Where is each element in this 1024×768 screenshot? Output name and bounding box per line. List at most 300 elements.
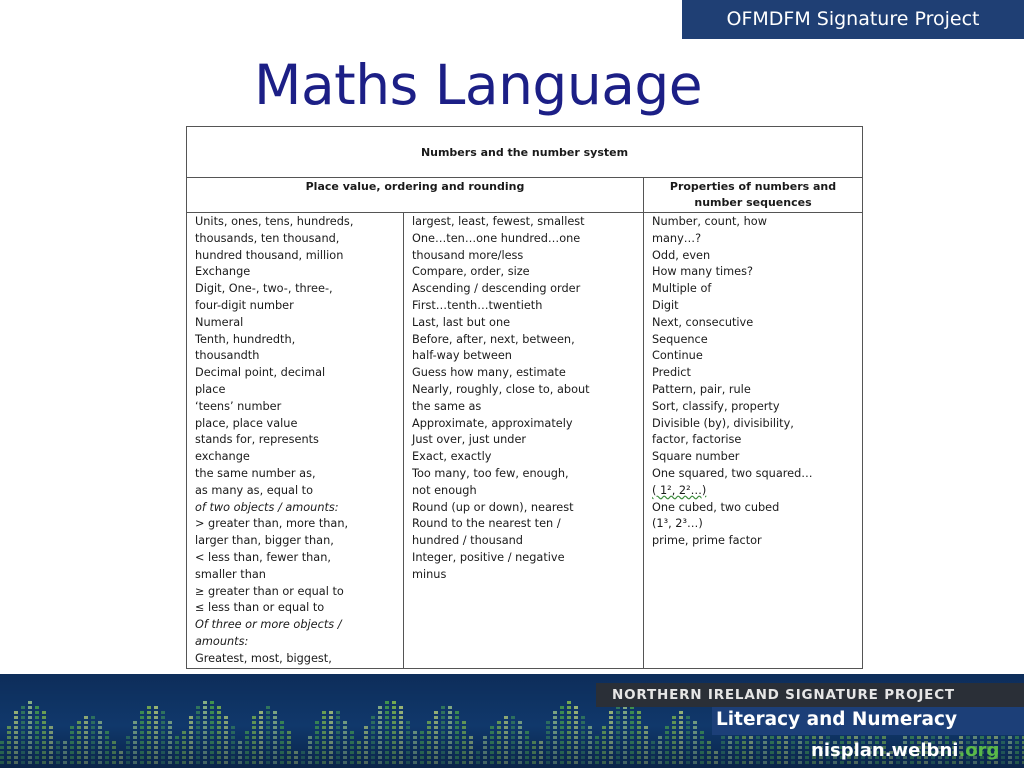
equalizer-segment xyxy=(700,741,704,744)
equalizer-segment xyxy=(532,756,536,759)
equalizer-segment xyxy=(91,751,95,754)
equalizer-segment xyxy=(532,746,536,749)
equalizer-segment xyxy=(231,751,235,754)
equalizer-segment xyxy=(378,736,382,739)
equalizer-segment xyxy=(392,726,396,729)
equalizer-segment xyxy=(175,761,179,764)
footer-banner xyxy=(0,674,1024,768)
equalizer-segment xyxy=(455,736,459,739)
equalizer-segment xyxy=(140,761,144,764)
equalizer-segment xyxy=(21,761,25,764)
equalizer-segment xyxy=(798,761,802,764)
equalizer-segment xyxy=(7,741,11,744)
equalizer-segment xyxy=(196,726,200,729)
equalizer-segment xyxy=(224,721,228,724)
equalizer-segment xyxy=(28,726,32,729)
equalizer-segment xyxy=(35,716,39,719)
equalizer-segment xyxy=(469,746,473,749)
equalizer-segment xyxy=(203,701,207,704)
equalizer-segment xyxy=(196,731,200,734)
equalizer-segment xyxy=(14,756,18,759)
equalizer-segment xyxy=(434,716,438,719)
equalizer-segment xyxy=(42,711,46,714)
equalizer-segment xyxy=(742,761,746,764)
equalizer-segment xyxy=(588,761,592,764)
equalizer-segment xyxy=(84,736,88,739)
equalizer-segment xyxy=(35,731,39,734)
equalizer-segment xyxy=(287,751,291,754)
equalizer-segment xyxy=(98,751,102,754)
equalizer-segment xyxy=(210,736,214,739)
equalizer-segment xyxy=(70,731,74,734)
ordering-term-item: Compare, order, size xyxy=(412,265,530,279)
equalizer-segment xyxy=(210,721,214,724)
equalizer-segment xyxy=(35,736,39,739)
equalizer-segment xyxy=(406,756,410,759)
equalizer-segment xyxy=(21,746,25,749)
equalizer-segment xyxy=(616,716,620,719)
equalizer-segment xyxy=(287,761,291,764)
equalizer-segment xyxy=(392,761,396,764)
equalizer-segment xyxy=(448,736,452,739)
equalizer-segment xyxy=(434,746,438,749)
equalizer-segment xyxy=(49,761,53,764)
equalizer-segment xyxy=(378,741,382,744)
equalizer-segment xyxy=(455,726,459,729)
place-value-term-item: four-digit number xyxy=(195,298,294,312)
equalizer-segment xyxy=(189,716,193,719)
equalizer-segment xyxy=(490,751,494,754)
equalizer-segment xyxy=(161,721,165,724)
equalizer-segment xyxy=(616,711,620,714)
place-value-term-item: Tenth, hundredth, xyxy=(195,332,296,346)
equalizer-segment xyxy=(287,731,291,734)
equalizer-segment xyxy=(770,746,774,749)
equalizer-segment xyxy=(623,741,627,744)
equalizer-segment xyxy=(322,711,326,714)
equalizer-segment xyxy=(560,761,564,764)
equalizer-segment xyxy=(672,746,676,749)
equalizer-segment xyxy=(616,751,620,754)
equalizer-segment xyxy=(798,741,802,744)
equalizer-segment xyxy=(385,716,389,719)
equalizer-segment xyxy=(126,746,130,749)
equalizer-segment xyxy=(308,736,312,739)
equalizer-segment xyxy=(679,716,683,719)
equalizer-segment xyxy=(63,761,67,764)
place-value-term-item: ‘teens’ number xyxy=(195,399,282,413)
equalizer-segment xyxy=(413,746,417,749)
equalizer-segment xyxy=(14,761,18,764)
equalizer-segment xyxy=(168,731,172,734)
equalizer-segment xyxy=(378,761,382,764)
equalizer-segment xyxy=(196,761,200,764)
equalizer-segment xyxy=(553,721,557,724)
equalizer-segment xyxy=(238,751,242,754)
equalizer-segment xyxy=(14,721,18,724)
equalizer-segment xyxy=(721,756,725,759)
equalizer-segment xyxy=(126,761,130,764)
equalizer-segment xyxy=(777,741,781,744)
equalizer-segment xyxy=(371,726,375,729)
equalizer-segment xyxy=(784,736,788,739)
property-term-item: prime, prime factor xyxy=(652,534,762,548)
equalizer-segment xyxy=(735,751,739,754)
equalizer-segment xyxy=(525,756,529,759)
equalizer-segment xyxy=(616,761,620,764)
equalizer-segment xyxy=(161,736,165,739)
equalizer-segment xyxy=(1008,746,1012,749)
equalizer-segment xyxy=(154,756,158,759)
banner-website[interactable] xyxy=(811,739,999,763)
equalizer-segment xyxy=(329,751,333,754)
equalizer-segment xyxy=(686,716,690,719)
equalizer-segment xyxy=(315,731,319,734)
place-value-term-item: thousands, ten thousand, xyxy=(195,231,340,245)
equalizer-segment xyxy=(224,756,228,759)
equalizer-segment xyxy=(98,731,102,734)
table-heading: Numbers and the number system xyxy=(187,127,863,178)
equalizer-segment xyxy=(721,751,725,754)
equalizer-segment xyxy=(168,746,172,749)
equalizer-segment xyxy=(511,761,515,764)
equalizer-segment xyxy=(322,716,326,719)
equalizer-segment xyxy=(448,746,452,749)
equalizer-segment xyxy=(1015,736,1019,739)
equalizer-segment xyxy=(259,736,263,739)
ordering-term-item: Approximate, approximately xyxy=(412,416,573,430)
equalizer-segment xyxy=(371,731,375,734)
equalizer-segment xyxy=(70,726,74,729)
equalizer-segment xyxy=(196,711,200,714)
equalizer-segment xyxy=(42,721,46,724)
equalizer-segment xyxy=(224,736,228,739)
equalizer-segment xyxy=(588,756,592,759)
property-term-item: Odd, even xyxy=(652,248,711,262)
equalizer-segment xyxy=(252,756,256,759)
property-term-item: Divisible (by), divisibility, xyxy=(652,416,794,430)
equalizer-segment xyxy=(210,746,214,749)
equalizer-segment xyxy=(336,761,340,764)
equalizer-segment xyxy=(161,711,165,714)
equalizer-segment xyxy=(441,711,445,714)
equalizer-segment xyxy=(658,751,662,754)
equalizer-segment xyxy=(497,726,501,729)
equalizer-segment xyxy=(637,751,641,754)
equalizer-segment xyxy=(728,746,732,749)
equalizer-segment xyxy=(672,726,676,729)
equalizer-segment xyxy=(203,756,207,759)
equalizer-segment xyxy=(406,731,410,734)
equalizer-segment xyxy=(77,731,81,734)
equalizer-segment xyxy=(385,756,389,759)
equalizer-segment xyxy=(616,726,620,729)
equalizer-segment xyxy=(672,731,676,734)
equalizer-segment xyxy=(203,716,207,719)
equalizer-segment xyxy=(77,726,81,729)
equalizer-segment xyxy=(217,726,221,729)
equalizer-segment xyxy=(280,731,284,734)
equalizer-segment xyxy=(532,751,536,754)
equalizer-segment xyxy=(273,761,277,764)
equalizer-segment xyxy=(49,726,53,729)
equalizer-segment xyxy=(791,741,795,744)
equalizer-segment xyxy=(28,711,32,714)
equalizer-segment xyxy=(686,751,690,754)
equalizer-segment xyxy=(154,731,158,734)
equalizer-segment xyxy=(112,751,116,754)
equalizer-segment xyxy=(161,756,165,759)
equalizer-segment xyxy=(399,711,403,714)
equalizer-segment xyxy=(623,721,627,724)
property-term-item: One cubed, two cubed xyxy=(652,500,780,514)
place-value-term-item: Digit, One-, two-, three-, xyxy=(195,282,333,296)
column-place-value-2 xyxy=(404,213,644,669)
equalizer-segment xyxy=(21,716,25,719)
equalizer-segment xyxy=(455,731,459,734)
equalizer-segment xyxy=(231,746,235,749)
equalizer-segment xyxy=(707,741,711,744)
equalizer-segment xyxy=(546,721,550,724)
equalizer-segment xyxy=(133,751,137,754)
equalizer-segment xyxy=(210,701,214,704)
equalizer-segment xyxy=(70,761,74,764)
equalizer-segment xyxy=(336,721,340,724)
equalizer-segment xyxy=(553,751,557,754)
equalizer-segment xyxy=(483,756,487,759)
equalizer-segment xyxy=(7,746,11,749)
equalizer-segment xyxy=(546,731,550,734)
equalizer-segment xyxy=(35,726,39,729)
equalizer-segment xyxy=(378,756,382,759)
equalizer-segment xyxy=(42,716,46,719)
place-value-term-item: > greater than, more than, xyxy=(195,517,349,531)
equalizer-segment xyxy=(343,746,347,749)
equalizer-segment xyxy=(630,721,634,724)
equalizer-segment xyxy=(245,746,249,749)
equalizer-segment xyxy=(749,741,753,744)
equalizer-segment xyxy=(77,756,81,759)
equalizer-segment xyxy=(441,746,445,749)
place-value-term-item: amounts: xyxy=(195,634,249,648)
equalizer-segment xyxy=(637,711,641,714)
equalizer-segment xyxy=(84,716,88,719)
equalizer-segment xyxy=(413,731,417,734)
equalizer-segment xyxy=(203,761,207,764)
equalizer-segment xyxy=(357,746,361,749)
column-properties xyxy=(644,213,863,669)
equalizer-segment xyxy=(56,741,60,744)
equalizer-segment xyxy=(259,726,263,729)
equalizer-segment xyxy=(189,726,193,729)
equalizer-segment xyxy=(1008,751,1012,754)
equalizer-segment xyxy=(210,726,214,729)
property-term-item: factor, factorise xyxy=(652,433,742,447)
equalizer-segment xyxy=(21,726,25,729)
equalizer-segment xyxy=(728,761,732,764)
equalizer-segment xyxy=(511,741,515,744)
equalizer-segment xyxy=(525,761,529,764)
equalizer-segment xyxy=(420,741,424,744)
equalizer-segment xyxy=(483,736,487,739)
equalizer-segment xyxy=(49,756,53,759)
equalizer-segment xyxy=(427,761,431,764)
equalizer-segment xyxy=(294,751,298,754)
equalizer-segment xyxy=(721,761,725,764)
equalizer-segment xyxy=(637,746,641,749)
equalizer-segment xyxy=(504,751,508,754)
equalizer-segment xyxy=(294,761,298,764)
equalizer-segment xyxy=(35,751,39,754)
equalizer-segment xyxy=(0,746,4,749)
equalizer-segment xyxy=(427,721,431,724)
equalizer-segment xyxy=(189,736,193,739)
equalizer-segment xyxy=(658,756,662,759)
equalizer-segment xyxy=(21,721,25,724)
equalizer-segment xyxy=(735,746,739,749)
equalizer-segment xyxy=(525,741,529,744)
equalizer-segment xyxy=(483,761,487,764)
equalizer-segment xyxy=(651,761,655,764)
place-value-term-item: place, place value xyxy=(195,416,298,430)
equalizer-segment xyxy=(91,761,95,764)
equalizer-segment xyxy=(210,731,214,734)
equalizer-segment xyxy=(21,736,25,739)
equalizer-segment xyxy=(280,721,284,724)
equalizer-segment xyxy=(329,726,333,729)
equalizer-segment xyxy=(609,761,613,764)
equalizer-segment xyxy=(539,751,543,754)
equalizer-segment xyxy=(77,741,81,744)
equalizer-segment xyxy=(350,731,354,734)
equalizer-segment xyxy=(728,751,732,754)
equalizer-segment xyxy=(644,751,648,754)
equalizer-segment xyxy=(448,761,452,764)
equalizer-segment xyxy=(539,746,543,749)
equalizer-segment xyxy=(630,751,634,754)
equalizer-segment xyxy=(623,751,627,754)
equalizer-segment xyxy=(1015,751,1019,754)
equalizer-segment xyxy=(280,736,284,739)
equalizer-segment xyxy=(56,761,60,764)
place-value-term-item: Numeral xyxy=(195,315,244,329)
equalizer-segment xyxy=(763,736,767,739)
equalizer-segment xyxy=(602,726,606,729)
equalizer-segment xyxy=(392,701,396,704)
equalizer-segment xyxy=(91,756,95,759)
equalizer-segment xyxy=(399,736,403,739)
equalizer-segment xyxy=(1001,761,1005,764)
equalizer-segment xyxy=(497,731,501,734)
place-value-term-item: of two objects / amounts: xyxy=(195,500,339,514)
ordering-term-item: Just over, just under xyxy=(412,433,527,447)
equalizer-segment xyxy=(133,726,137,729)
equalizer-segment xyxy=(252,751,256,754)
equalizer-segment xyxy=(469,756,473,759)
equalizer-segment xyxy=(693,741,697,744)
equalizer-segment xyxy=(203,741,207,744)
equalizer-segment xyxy=(427,731,431,734)
ordering-term-item: Too many, too few, enough, xyxy=(412,466,569,480)
equalizer-segment xyxy=(581,721,585,724)
equalizer-segment xyxy=(644,736,648,739)
equalizer-segment xyxy=(231,761,235,764)
equalizer-segment xyxy=(784,741,788,744)
equalizer-segment xyxy=(511,726,515,729)
equalizer-segment xyxy=(1008,756,1012,759)
equalizer-segment xyxy=(686,736,690,739)
equalizer-segment xyxy=(84,721,88,724)
equalizer-segment xyxy=(252,726,256,729)
equalizer-segment xyxy=(448,716,452,719)
equalizer-segment xyxy=(539,756,543,759)
place-value-term-item: exchange xyxy=(195,450,250,464)
equalizer-segment xyxy=(553,756,557,759)
equalizer-segment xyxy=(147,751,151,754)
equalizer-segment xyxy=(287,741,291,744)
equalizer-segment xyxy=(490,736,494,739)
equalizer-segment xyxy=(581,751,585,754)
equalizer-segment xyxy=(763,751,767,754)
equalizer-segment xyxy=(217,721,221,724)
equalizer-segment xyxy=(560,726,564,729)
equalizer-segment xyxy=(357,741,361,744)
equalizer-segment xyxy=(35,756,39,759)
equalizer-segment xyxy=(378,731,382,734)
equalizer-segment xyxy=(581,741,585,744)
equalizer-segment xyxy=(399,746,403,749)
equalizer-segment xyxy=(546,746,550,749)
equalizer-segment xyxy=(798,746,802,749)
equalizer-segment xyxy=(378,711,382,714)
equalizer-segment xyxy=(567,706,571,709)
equalizer-segment xyxy=(329,711,333,714)
equalizer-segment xyxy=(315,736,319,739)
equalizer-segment xyxy=(147,711,151,714)
equalizer-segment xyxy=(392,711,396,714)
equalizer-segment xyxy=(224,746,228,749)
equalizer-segment xyxy=(511,736,515,739)
equalizer-segment xyxy=(364,761,368,764)
equalizer-segment xyxy=(560,736,564,739)
equalizer-segment xyxy=(287,736,291,739)
equalizer-segment xyxy=(637,731,641,734)
equalizer-segment xyxy=(735,756,739,759)
equalizer-segment xyxy=(266,706,270,709)
place-value-term-item: the same number as, xyxy=(195,466,316,480)
equalizer-segment xyxy=(364,726,368,729)
equalizer-segment xyxy=(630,741,634,744)
equalizer-segment xyxy=(462,746,466,749)
equalizer-segment xyxy=(441,751,445,754)
equalizer-segment xyxy=(238,741,242,744)
equalizer-segment xyxy=(595,741,599,744)
equalizer-segment xyxy=(784,761,788,764)
equalizer-segment xyxy=(413,761,417,764)
equalizer-segment xyxy=(616,721,620,724)
equalizer-segment xyxy=(343,736,347,739)
equalizer-segment xyxy=(203,746,207,749)
equalizer-segment xyxy=(1001,756,1005,759)
equalizer-segment xyxy=(420,736,424,739)
equalizer-segment xyxy=(49,731,53,734)
equalizer-segment xyxy=(602,761,606,764)
equalizer-segment xyxy=(42,741,46,744)
equalizer-segment xyxy=(756,761,760,764)
equalizer-segment xyxy=(273,756,277,759)
equalizer-segment xyxy=(665,756,669,759)
equalizer-segment xyxy=(392,741,396,744)
